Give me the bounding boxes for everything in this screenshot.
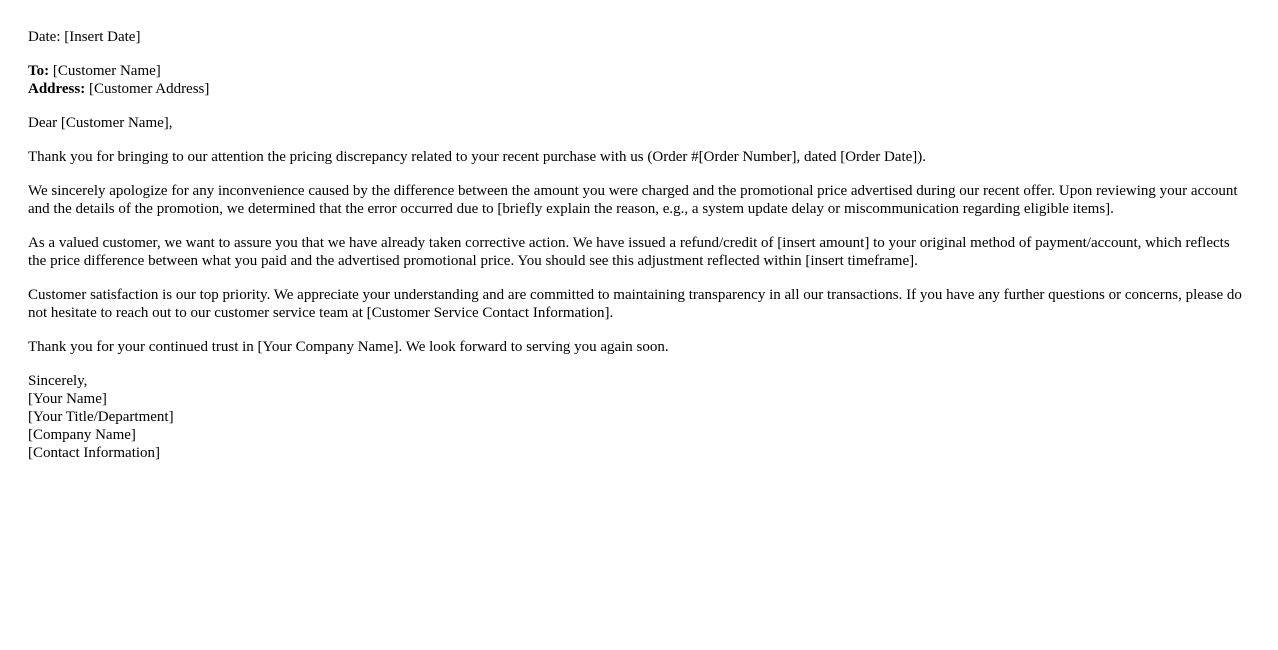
letter — [28, 28, 1243, 478]
to-line — [28, 62, 1243, 80]
closing-block — [28, 372, 1243, 462]
recipient-block — [28, 62, 1243, 98]
to-value: [Customer Name] — [49, 63, 161, 79]
paragraph-satisfaction: Customer satisfaction is our top priority. We appreciate your understanding and are committed to maintaining transparency in all our transactions. If you have any further questions or concerns, please do not hesitate to reach out to our customer service team at [Customer Service Contact Information]. — [28, 287, 1242, 321]
address-label: Address: — [28, 81, 86, 97]
address-line — [28, 80, 1243, 98]
paragraph-thanks: Thank you for your continued trust in [Your Company Name]. We look forward to serving you again soon. — [28, 339, 669, 355]
address-value: [Customer Address] — [85, 81, 210, 97]
date-line: Date: [Insert Date] — [28, 29, 141, 45]
paragraph-intro: Thank you for bringing to our attention the pricing discrepancy related to your recent purchase with us (Order #[Order Number], dated [Order Date]). — [28, 149, 927, 165]
signature-company: [Company Name] — [28, 427, 136, 443]
signature-title: [Your Title/Department] — [28, 409, 174, 425]
paragraph-corrective-action: As a valued customer, we want to assure you that we have already taken corrective action. We have issued a refund/credit of [insert amount] to your original method of payment/account, which reflects the price difference between what you paid and the advertised promotional price. You should see this adjustment reflected within [insert timeframe]. — [28, 235, 1230, 269]
salutation: Dear [Customer Name], — [28, 115, 173, 131]
signature-name: [Your Name] — [28, 391, 107, 407]
paragraph-apology: We sincerely apologize for any inconvenience caused by the difference between the amount you were charged and the promotional price advertised during our recent offer. Upon reviewing your account and the details of the promotion, we determined that the error occurred due to [briefly explain the reason, e.g., a system update delay or miscommunication regarding eligible items]. — [28, 183, 1238, 217]
sign-off: Sincerely, — [28, 373, 88, 389]
signature-contact: [Contact Information] — [28, 445, 161, 461]
to-label: To: — [28, 63, 50, 79]
